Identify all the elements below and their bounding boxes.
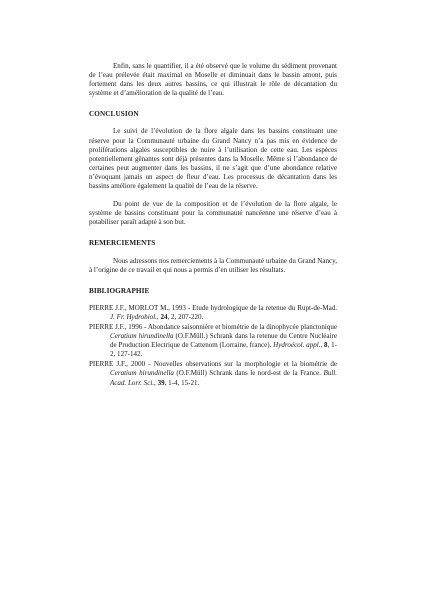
ref-pages: , 1-4, 15-21.: [164, 378, 200, 387]
conclusion-paragraph-1: Le suivi de l’évolution de la flore algale dans les bassins constituant une réserve pour la Communauté urbaine du Grand Nancy n’a pas mis en évidence de proliférations algales susceptibles de nuire à l’utilisation de cette eau. Les espèces potentiellement gênantes sont déjà présentes dans la Moselle. Même si l’abondance de certaines peut augmenter dans les bassins, il ne s’agit que d’une abondance relative n’évoquant jamais un aspect de fleur d’eau. Les processus de décantation dans les bassins améliore également la qualité de l’eau de la réserve.: [89, 127, 337, 191]
intro-paragraph: Enfin, sans le quantifier, il a été observé que le volume du sédiment provenant de l’eau prélevée était maximal en Moselle et diminuait dans le bassin amont, puis fortement dans les deux autres bassins, ce qui illustrait le rôle de décantation du système et d’amélioration de la qualité de l’eau.: [89, 62, 337, 98]
ref-species: Ceratium hirundinella: [110, 369, 174, 378]
conclusion-paragraph-2: Du point de vue de la composition et de l’évolution de la flore algale, le système de bassins constituant pour la communauté nancéenne une réserve d’eau à potabiliser paraît adapté à son but.: [89, 200, 337, 227]
ref-text: (O.F.Müll.) Schrank dans la retenue du Centre Nucléaire de Production Electrique de Cattenom (Lorraine, france).: [110, 332, 337, 350]
ref-journal: J. Fr. Hydrobiol.: [110, 312, 157, 321]
bibliography-list: [89, 304, 337, 388]
ref-separator: ,: [156, 312, 161, 321]
ref-text: PIERRE J.F., 2000 - Nouvelles observations sur la morphologie et la biométrie de: [89, 360, 337, 369]
ref-species: Ceratium hirundinella: [110, 332, 174, 341]
acknowledgements-paragraph: Nous adressons nos remerciements à la Communauté urbaine du Grand Nancy, à l’origine de ce travail et qui nous a permis d’en utiliser les résultats.: [89, 256, 337, 274]
ref-text: PIERRE J.F., MORLOT M., 1993 - Etude hydrologique de la retenue du Rupt-de-Mad.: [89, 303, 337, 312]
bibliography-entry: [89, 360, 337, 387]
bibliography-entry: [89, 323, 337, 359]
ref-text: PIERRE J.F., 1996 - Abondance saisonnière et biométrie de la dinophycée planctonique: [89, 322, 337, 331]
ref-journal: Hydroécol. appl.: [273, 341, 321, 350]
ref-separator: ,: [154, 378, 158, 387]
ref-volume: 24: [160, 312, 168, 321]
ref-pages: , 1-2, 127-142.: [110, 341, 337, 359]
ref-pages: , 2, 207-220.: [167, 312, 204, 321]
page-content: [89, 62, 337, 389]
bibliography-heading: BIBLIOGRAPHIE: [89, 286, 150, 295]
conclusion-heading: CONCLUSION: [89, 110, 139, 119]
ref-text: (O.F.Müll) Schrank dans le nord-est de la France.: [173, 369, 324, 378]
ref-separator: ,: [320, 341, 325, 350]
ref-volume: 39: [157, 378, 165, 387]
ref-volume: 8: [324, 341, 328, 350]
bibliography-entry: [89, 304, 337, 322]
acknowledgements-heading: REMERCIEMENTS: [89, 239, 156, 248]
ref-journal: Bull. Acad. Lorr. Sci.: [110, 369, 338, 387]
